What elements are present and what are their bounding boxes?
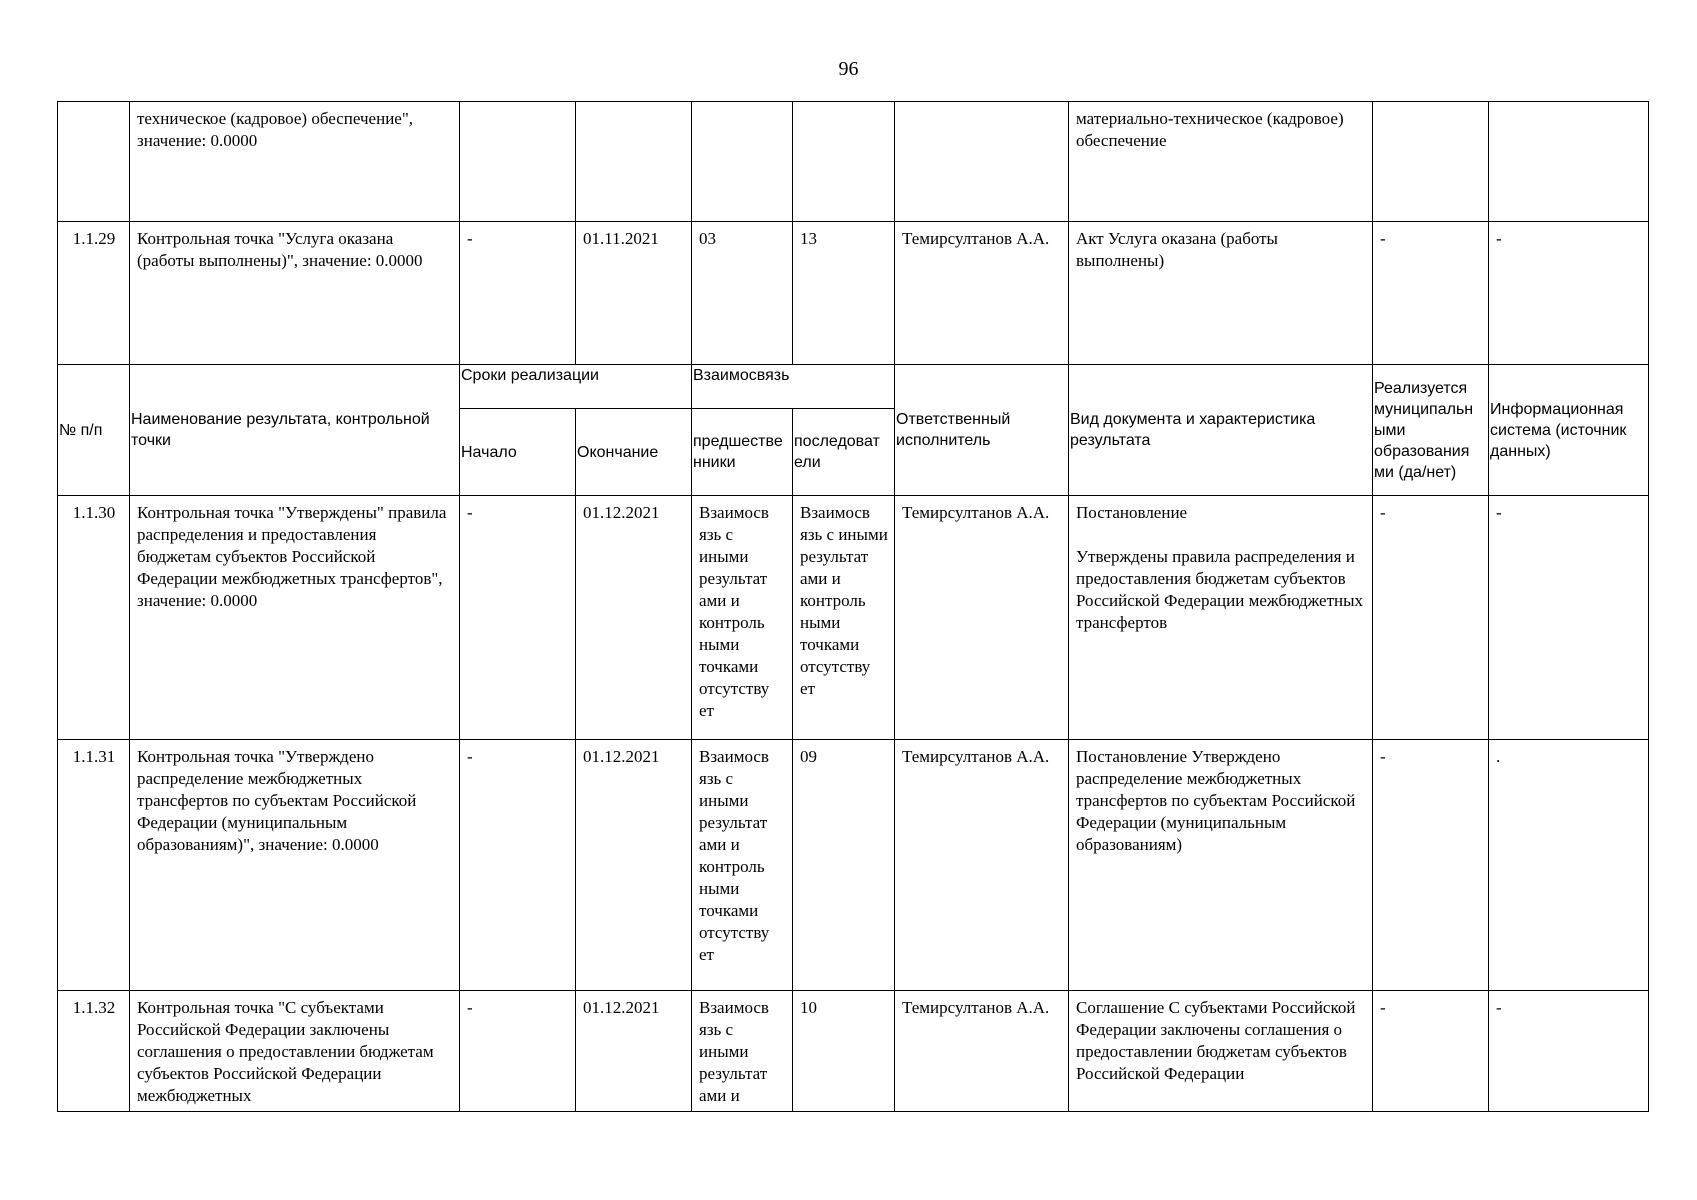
page-number: 96 <box>838 58 859 80</box>
table-row <box>58 740 1649 991</box>
row-number: 1.1.32 <box>58 991 130 1112</box>
predecessors: 03 <box>692 222 793 365</box>
start-date: - <box>460 740 576 991</box>
predecessors: Взаимосв язь с иными результат ами и <box>692 991 793 1112</box>
predecessors: Взаимосв язь с иными результат ами и контроль ными точками отсутству ет <box>692 740 793 991</box>
table-row <box>58 496 1649 740</box>
row-number: 1.1.30 <box>58 496 130 740</box>
responsible: Темирсултанов А.А. <box>895 222 1069 365</box>
info-system: - <box>1489 222 1649 365</box>
start-date: - <box>460 496 576 740</box>
header-info-system: Информационная система (источник данных) <box>1489 365 1649 496</box>
document-type: Постановление Утверждено распределение межбюджетных трансфертов по субъектам Российской Федерации (муниципальным образованиям) <box>1069 740 1373 991</box>
header-relation: Взаимосвязь <box>692 365 895 409</box>
responsible: Темирсултанов А.А. <box>895 991 1069 1112</box>
header-terms: Сроки реализации <box>460 365 692 409</box>
document-type: Постановление Утверждены правила распределения и предоставления бюджетам субъектов Российской Федерации межбюджетных трансфертов <box>1069 496 1373 740</box>
successors <box>793 102 895 222</box>
start-date: - <box>460 222 576 365</box>
municipal-flag: - <box>1373 496 1489 740</box>
result-name: Контрольная точка "Утверждено распределение межбюджетных трансфертов по субъектам Российской Федерации (муниципальным образованиям)", значение: 0.0000 <box>130 740 460 991</box>
document-type: материально-техническое (кадровое) обеспечение <box>1069 102 1373 222</box>
header-start: Начало <box>460 409 576 496</box>
header-successors: последоват ели <box>793 409 895 496</box>
result-name: техническое (кадровое) обеспечение", значение: 0.0000 <box>130 102 460 222</box>
result-name: Контрольная точка "С субъектами Российской Федерации заключены соглашения о предоставлении бюджетам субъектов Российской Федерации межбюджетных <box>130 991 460 1112</box>
table-row <box>58 222 1649 365</box>
header-doc-type: Вид документа и характеристика результата <box>1069 365 1373 496</box>
result-name: Контрольная точка "Услуга оказана (работы выполнены)", значение: 0.0000 <box>130 222 460 365</box>
end-date: 01.11.2021 <box>576 222 692 365</box>
document-type: Акт Услуга оказана (работы выполнены) <box>1069 222 1373 365</box>
table-header-row <box>58 365 1649 409</box>
municipal-flag: - <box>1373 991 1489 1112</box>
row-number: 1.1.31 <box>58 740 130 991</box>
document-type: Соглашение С субъектами Российской Федерации заключены соглашения о предоставлении бюджетам субъектов Российской Федерации <box>1069 991 1373 1112</box>
info-system <box>1489 102 1649 222</box>
info-system: - <box>1489 496 1649 740</box>
end-date: 01.12.2021 <box>576 496 692 740</box>
header-num: № п/п <box>58 365 130 496</box>
result-name: Контрольная точка "Утверждены" правила распределения и предоставления бюджетам субъектов Российской Федерации межбюджетных трансфертов", значение: 0.0000 <box>130 496 460 740</box>
table-row <box>58 991 1649 1112</box>
predecessors: Взаимосв язь с иными результат ами и контроль ными точками отсутству ет <box>692 496 793 740</box>
successors: 09 <box>793 740 895 991</box>
successors: 10 <box>793 991 895 1112</box>
header-name: Наименование результата, контрольной точки <box>130 365 460 496</box>
successors: 13 <box>793 222 895 365</box>
responsible: Темирсултанов А.А. <box>895 496 1069 740</box>
responsible: Темирсултанов А.А. <box>895 740 1069 991</box>
start-date <box>460 102 576 222</box>
header-municipal: Реализуется муниципальн ыми образования ми (да/нет) <box>1373 365 1489 496</box>
header-predecessors: предшестве нники <box>692 409 793 496</box>
row-number: 1.1.29 <box>58 222 130 365</box>
start-date: - <box>460 991 576 1112</box>
predecessors <box>692 102 793 222</box>
header-end: Окончание <box>576 409 692 496</box>
info-system: . <box>1489 740 1649 991</box>
table-row <box>58 102 1649 222</box>
results-table <box>57 101 1649 1112</box>
municipal-flag: - <box>1373 222 1489 365</box>
municipal-flag <box>1373 102 1489 222</box>
end-date: 01.12.2021 <box>576 740 692 991</box>
header-responsible: Ответственный исполнитель <box>895 365 1069 496</box>
end-date: 01.12.2021 <box>576 991 692 1112</box>
municipal-flag: - <box>1373 740 1489 991</box>
responsible <box>895 102 1069 222</box>
end-date <box>576 102 692 222</box>
successors: Взаимосв язь с иными результат ами и контроль ными точками отсутству ет <box>793 496 895 740</box>
info-system: - <box>1489 991 1649 1112</box>
row-number <box>58 102 130 222</box>
